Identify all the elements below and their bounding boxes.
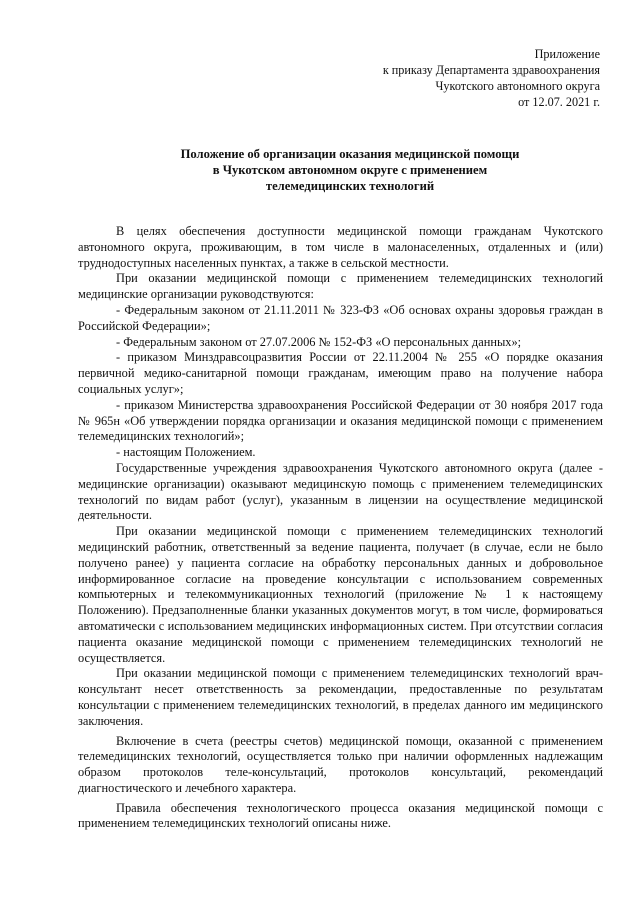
appendix-line-3: Чукотского автономного округа — [435, 79, 600, 93]
appendix-line-4: от 12.07. 2021 г. — [518, 95, 600, 109]
appendix-line-1: Приложение — [534, 47, 600, 61]
list-item-order-255: - приказом Минздравсоцразвития России от 22.11.2004 № 255 «О порядке оказания первичной медико-санитарной помощи гражданам, имеющим право на получение набора социальных услуг»; — [78, 350, 603, 396]
list-item-order-965n: - приказом Министерства здравоохранения Российской Федерации от 30 ноября 2017 года № 965н «Об утверждении порядка организации и оказания медицинской помощи с применением телемедицинских технологий»; — [78, 397, 603, 444]
list-item-law-152: - Федеральным законом от 27.07.2006 № 152-ФЗ «О персональных данных»; — [116, 334, 522, 349]
paragraph-patient-consent: При оказании медицинской помощи с применением телемедицинских технологий медицинский работник, ответственный за ведение пациента, получает (в случае, если не было получено ранее) у пациента согласие на обработку персональных данных и добровольное информированное согласие на проведение консультации с использованием современных компьютерных и телекоммуникационных технологий (приложение № 1 к настоящему Положению). Предзаполненные бланки указанных документов могут, в том числе, формироваться автоматически с использованием медицинских информационных систем. При отсутствии согласия пациента оказание медицинской помощи с применением телемедицинских технологий не осуществляется. — [78, 524, 603, 665]
paragraph-state-institutions: Государственные учреждения здравоохранения Чукотского автономного округа (далее - медицинские организации) оказывают медицинскую помощь с применением телемедицинских технологий по видам работ (услуг), указанным в лицензии на осуществление медицинской деятельности. — [78, 460, 603, 523]
title-line-3: телемедицинских технологий — [265, 179, 435, 193]
appendix-header — [280, 46, 600, 110]
document-body — [78, 224, 603, 832]
paragraph-consultant-responsibility: При оказании медицинской помощи с применением телемедицинских технологий врач-консультант несет ответственность за рекомендации, предоставленные по результатам консультации с применением телемедицинских технологий, в пределах данного им медицинского заключения. — [78, 666, 603, 728]
paragraph-billing: Включение в счета (реестры счетов) медицинской помощи, оказанной с применением телемедицинских технологий, осуществляется только при наличии оформленных надлежащим образом протоколов теле-консультаций, протоколов консультаций, рекомендаций диагностического и лечебного характера. — [78, 733, 603, 795]
list-item-law-323: - Федеральным законом от 21.11.2011 № 323-ФЗ «Об основах охраны здоровья граждан в Российской Федерации»; — [78, 302, 603, 333]
title-line-2: в Чукотском автономном округе с применением — [212, 163, 488, 177]
title-line-1: Положение об организации оказания медицинской помощи — [180, 147, 520, 161]
paragraph-guidelines-intro: При оказании медицинской помощи с применением телемедицинских технологий медицинские организации руководствуются: — [78, 271, 603, 302]
list-item-this-regulation: - настоящим Положением. — [116, 445, 256, 460]
paragraph-purpose: В целях обеспечения доступности медицинской помощи гражданам Чукотского автономного округа, проживающим, в том числе в малонаселенных, отдаленных и (или) труднодоступных населенных пунктах, а также в сельской местности. — [78, 224, 603, 270]
appendix-line-2: к приказу Департамента здравоохранения — [382, 63, 600, 77]
paragraph-rules: Правила обеспечения технологического процесса оказания медицинской помощи с применением телемедицинских технологий описаны ниже. — [78, 800, 603, 831]
document-title — [80, 146, 620, 194]
